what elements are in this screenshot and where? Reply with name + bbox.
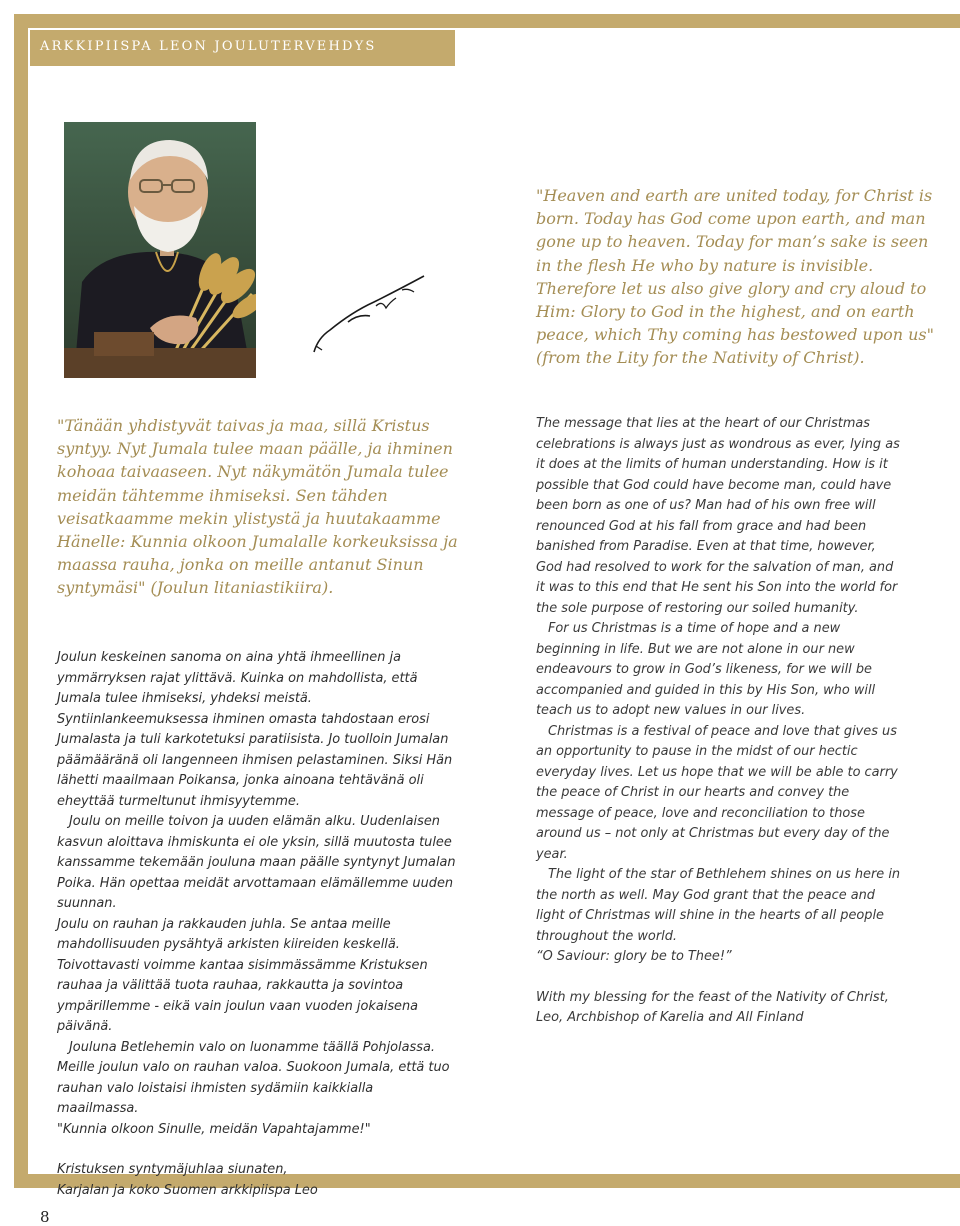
en-paragraph-4: The light of the star of Bethlehem shines on us here in the north as well. May God grant that the peace and light of Christmas will shine in the hearts of all people throughout the world. — [536, 867, 901, 944]
fi-paragraph-1: Joulun keskeinen sanoma on aina yhtä ihmeellinen ja ymmärryksen rajat ylittävä. Kuinka on mahdollista, että Jumala tulee ihmiseksi, yhdeksi meistä. Syntiinlankeemuksessa ihminen omasta tahdostaan erosi Jumalasta ja tuli karkotetuksi paratiisista. Jo tuolloin Jumalan päämääränä oli langenneen ihmisen pelastaminen. Siksi Hän lähetti maailmaan Poikansa, jonka ainoana tehtävänä oli eheyttää turmeltunut ihmisyytemme. — [57, 650, 453, 809]
en-closing-2: Leo, Archbishop of Karelia and All Finland — [536, 1010, 804, 1025]
en-closing-1: With my blessing for the feast of the Nativity of Christ, — [536, 989, 889, 1005]
english-body — [536, 414, 902, 1029]
quote-finnish: "Tänään yhdistyvät taivas ja maa, sillä Kristus syntyy. Nyt Jumala tulee maan päälle, ja ihminen kohoaa taivaaseen. Nyt näkymätön Jumala tulee meidän tähtemme ihmiseksi. Sen tähden veisatkaamme mekin ylistystä ja huutakaamme Hänelle: Kunnia olkoon Jumalalle korkeuksissa ja maassa rauha, jonka on meille antanut Sinun syntymäsi" (Joulun litaniastikiira). — [57, 416, 458, 598]
fi-paragraph-3: Joulu on rauhan ja rakkauden juhla. Se antaa meille mahdollisuuden pysähtyä arkisten kiireiden keskellä. Toivottavasti voimme kantaa sisimmässämme Kristuksen rauhaa ja välittää tuota rauhaa, rakkautta ja sovintoa ympärillemme - eikä vain joulun vaan vuoden jokaisena päivänä. — [57, 916, 428, 1034]
fi-closing-2: Karjalan ja koko Suomen arkkipiispa Leo — [57, 1182, 318, 1198]
en-paragraph-1: The message that lies at the heart of our Christmas celebrations is always just as wondrous as ever, lying as it does at the limits of human understanding. How is it possible that God could have become man, could have been born as one of us? Man had of his own free will renounced God at his fall from grace and had been banished from Paradise. Even at that time, however, God had resolved to work for the salvation of man, and it was to this end that He sent his Son into the world for the sole purpose of restoring our soiled humanity. — [536, 416, 900, 616]
finnish-body — [57, 648, 457, 1201]
signature — [312, 272, 430, 356]
header-title: ARKKIPIISPA LEON JOULUTERVEHDYS — [40, 39, 377, 54]
fi-paragraph-5: "Kunnia olkoon Sinulle, meidän Vapahtajamme!" — [57, 1121, 371, 1137]
en-paragraph-3: Christmas is a festival of peace and love that gives us an opportunity to pause in the midst of our hectic everyday lives. Let us hope that we will be able to carry the peace of Christ in our hearts and convey the message of peace, love and reconciliation to those around us – not only at Christmas but every day of the year. — [536, 723, 898, 862]
quote-english: "Heaven and earth are united today, for Christ is born. Today has God come upon earth, and man gone up to heaven. Today for man’s sake is seen in the flesh He who by nature is invisible. Therefore let us also give glory and cry aloud to Him: Glory to God in the highest, and on earth peace, which Thy coming has bestowed upon us" (from the Lity for the Nativity of Christ). — [536, 186, 934, 368]
en-paragraph-2: For us Christmas is a time of hope and a new beginning in life. But we are not alone in our new endeavours to grow in God’s likeness, for we will be accompanied and guided in this by His Son, who will teach us to adopt new values in our lives. — [536, 621, 876, 718]
archbishop-photo — [64, 122, 256, 378]
fi-paragraph-2: Joulu on meille toivon ja uuden elämän alku. Uudenlaisen kasvun aloittava ihmiskunta ei ole yksin, sillä muutosta tulee kanssamme tekemään jouluna maan päälle syntynyt Jumalan Poika. Hän opettaa meidät arvottamaan elämällemme uuden suunnan. — [57, 814, 456, 911]
fi-paragraph-4: Jouluna Betlehemin valo on luonamme täällä Pohjolassa. Meille joulun valo on rauhan valoa. Suokoon Jumala, että tuo rauhan valo loistaisi ihmisten sydämiin kaikkialla maailmassa. — [57, 1039, 450, 1116]
page-number: 8 — [40, 1208, 50, 1226]
en-paragraph-5: “O Saviour: glory be to Thee!” — [536, 949, 732, 964]
fi-closing-1: Kristuksen syntymäjuhlaa siunaten, — [57, 1162, 288, 1177]
header-band — [30, 30, 455, 66]
